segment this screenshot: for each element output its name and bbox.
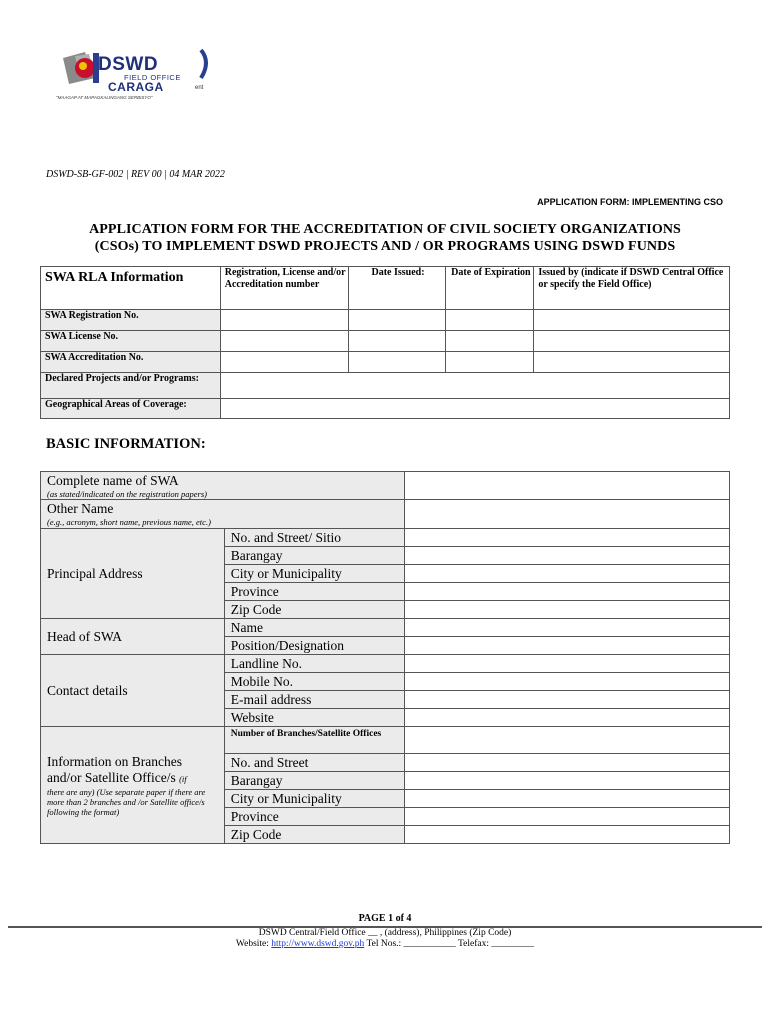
contact-email-label: E-mail address	[224, 691, 404, 709]
basic-info-table	[40, 471, 730, 844]
contact-landline-field[interactable]	[404, 655, 729, 673]
logo-field-office: FIELD OFFICE	[124, 73, 181, 82]
logo-tagline: "MAAGAP AT MAPAGKALINGANG SERBISYO"	[56, 95, 153, 100]
contact-website-field[interactable]	[404, 709, 729, 727]
document-reference: DSWD-SB-GF-002 | REV 00 | 04 MAR 2022	[46, 169, 225, 180]
branch-zip-field[interactable]	[404, 826, 729, 844]
footer-website-link[interactable]: http://www.dswd.gov.ph	[271, 939, 365, 949]
address-zip-field[interactable]	[404, 601, 729, 619]
principal-address-label: Principal Address	[41, 529, 225, 619]
logo-region: CARAGA	[108, 80, 164, 94]
branch-city-field[interactable]	[404, 790, 729, 808]
logo-suffix: ent	[195, 85, 204, 91]
cell-declared-projects[interactable]	[220, 373, 729, 399]
row-accreditation-label: SWA Accreditation No.	[41, 352, 221, 373]
branches-label	[41, 727, 225, 844]
title-line-2: (CSOs) TO IMPLEMENT DSWD PROJECTS AND / OR PROGRAMS USING DSWD FUNDS	[94, 239, 676, 254]
cell-accreditation-expiration[interactable]	[446, 352, 534, 373]
col-registration-number: Registration, License and/or Accreditation number	[220, 267, 348, 310]
branch-zip-label: Zip Code	[224, 826, 404, 844]
branch-barangay-label: Barangay	[224, 772, 404, 790]
cell-accreditation-number[interactable]	[220, 352, 348, 373]
address-province-label: Province	[224, 583, 404, 601]
branch-count-label: Number of Branches/Satellite Offices	[224, 727, 404, 754]
complete-name-text: Complete name of SWA	[47, 473, 179, 488]
branch-province-field[interactable]	[404, 808, 729, 826]
contact-website-label: Website	[224, 709, 404, 727]
page-number: PAGE 1 of 4	[358, 913, 412, 924]
title-line-1: APPLICATION FORM FOR THE ACCREDITATION OF CIVIL SOCIETY ORGANIZATIONS	[89, 222, 681, 237]
address-street-field[interactable]	[404, 529, 729, 547]
address-city-label: City or Municipality	[224, 565, 404, 583]
address-barangay-field[interactable]	[404, 547, 729, 565]
row-geographical-areas-label: Geographical Areas of Coverage:	[41, 399, 221, 419]
cell-license-expiration[interactable]	[446, 331, 534, 352]
address-city-field[interactable]	[404, 565, 729, 583]
row-license-label: SWA License No.	[41, 331, 221, 352]
form-title	[40, 221, 730, 255]
footer-website-label: Website:	[235, 939, 272, 949]
contact-email-field[interactable]	[404, 691, 729, 709]
footer-contact	[0, 939, 770, 949]
row-declared-projects-label: Declared Projects and/or Programs:	[41, 373, 221, 399]
basic-information-title: BASIC INFORMATION:	[46, 436, 206, 452]
row-registration-label: SWA Registration No.	[41, 310, 221, 331]
branches-text: Information on Branches and/or Satellite Office/s	[47, 754, 182, 785]
branch-city-label: City or Municipality	[224, 790, 404, 808]
complete-name-note: (as stated/indicated on the registration papers)	[47, 489, 207, 499]
cell-registration-date-issued[interactable]	[348, 310, 446, 331]
col-date-issued: Date Issued:	[348, 267, 446, 310]
complete-name-label	[41, 472, 405, 500]
head-of-swa-label: Head of SWA	[41, 619, 225, 655]
other-name-label	[41, 500, 405, 529]
footer-tel: Tel Nos.: ___________ Telefax: _________	[364, 939, 535, 949]
form-type: APPLICATION FORM: IMPLEMENTING CSO	[537, 197, 723, 207]
contact-mobile-label: Mobile No.	[224, 673, 404, 691]
cell-license-date-issued[interactable]	[348, 331, 446, 352]
other-name-text: Other Name	[47, 501, 114, 516]
head-position-label: Position/Designation	[224, 637, 404, 655]
contact-landline-label: Landline No.	[224, 655, 404, 673]
cell-registration-issued-by[interactable]	[534, 310, 730, 331]
logo-name: DSWD	[98, 54, 159, 75]
head-name-field[interactable]	[404, 619, 729, 637]
col-issued-by: Issued by (indicate if DSWD Central Office or specify the Field Office)	[534, 267, 730, 310]
cell-registration-number[interactable]	[220, 310, 348, 331]
cell-license-number[interactable]	[220, 331, 348, 352]
address-zip-label: Zip Code	[224, 601, 404, 619]
branch-province-label: Province	[224, 808, 404, 826]
col-date-expiration: Date of Expiration	[446, 267, 534, 310]
branch-street-label: No. and Street	[224, 754, 404, 772]
cell-license-issued-by[interactable]	[534, 331, 730, 352]
branches-note-inline: (if	[179, 774, 187, 784]
cell-registration-expiration[interactable]	[446, 310, 534, 331]
branches-note: there are any) (Use separate paper if there are more than 2 branches and /or Satellite office/s following the format)	[47, 787, 206, 817]
rla-header: SWA RLA Information	[41, 267, 221, 310]
branch-street-field[interactable]	[404, 754, 729, 772]
address-barangay-label: Barangay	[224, 547, 404, 565]
head-position-field[interactable]	[404, 637, 729, 655]
other-name-field[interactable]	[404, 500, 729, 529]
cell-accreditation-issued-by[interactable]	[534, 352, 730, 373]
branch-barangay-field[interactable]	[404, 772, 729, 790]
cell-accreditation-date-issued[interactable]	[348, 352, 446, 373]
branch-count-field[interactable]	[404, 727, 729, 754]
footer-office: DSWD Central/Field Office __ , (address), Philippines (Zip Code)	[258, 928, 512, 938]
complete-name-field[interactable]	[404, 472, 729, 500]
contact-details-label: Contact details	[41, 655, 225, 727]
address-province-field[interactable]	[404, 583, 729, 601]
contact-mobile-field[interactable]	[404, 673, 729, 691]
other-name-note: (e.g., acronym, short name, previous name, etc.)	[47, 517, 211, 527]
head-name-label: Name	[224, 619, 404, 637]
address-street-label: No. and Street/ Sitio	[224, 529, 404, 547]
cell-geographical-areas[interactable]	[220, 399, 729, 419]
rla-table	[40, 266, 730, 419]
